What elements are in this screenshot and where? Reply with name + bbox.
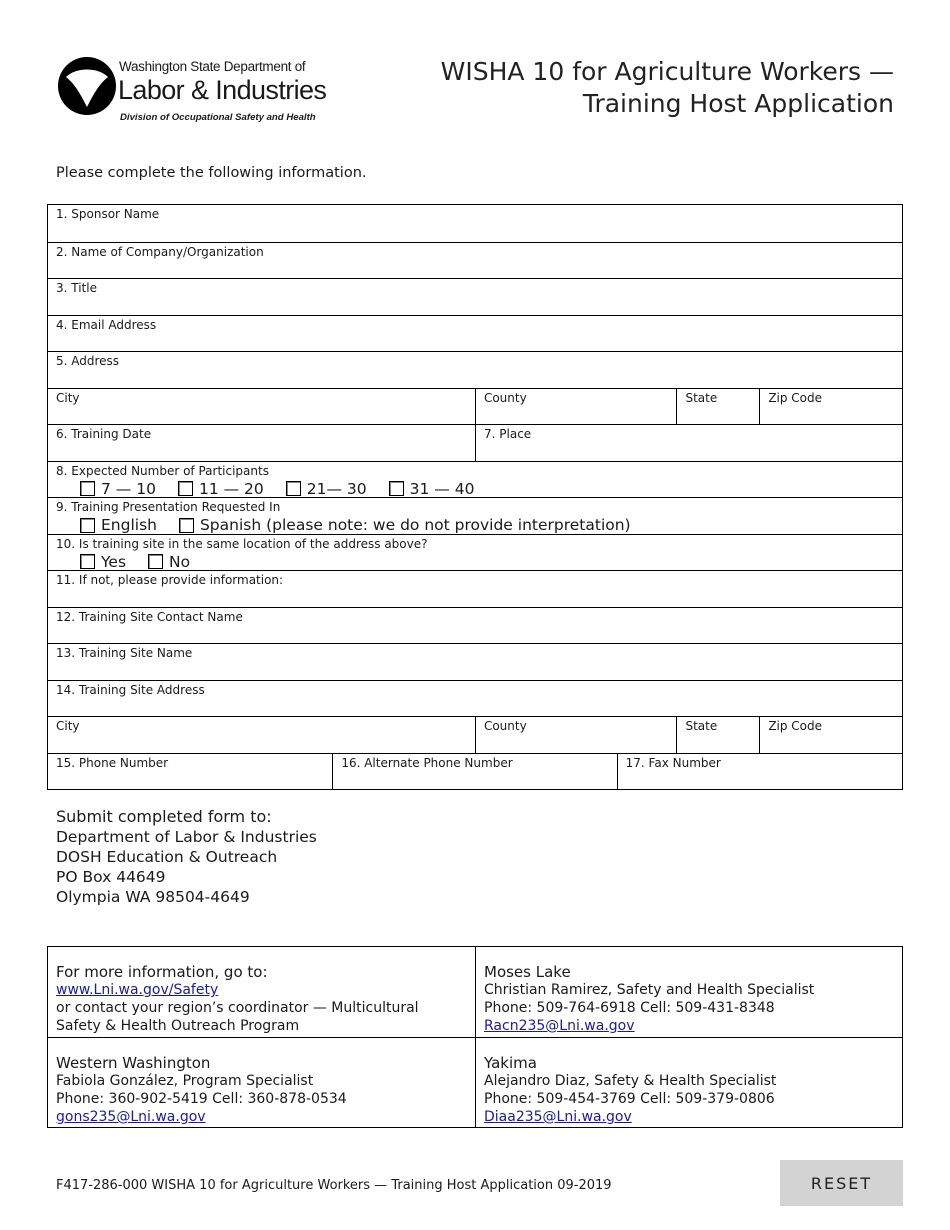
same-location-group [48,535,902,571]
if-not-field[interactable] [48,571,902,607]
zip-field[interactable] [759,389,902,425]
place-field[interactable] [475,425,902,461]
same-location-option[interactable]: No [148,553,190,571]
presentation-option[interactable]: English [80,516,157,534]
title-field[interactable] [48,279,902,315]
submit-line: PO Box 44649 [56,868,166,886]
form-row [48,680,902,717]
county-field[interactable] [475,389,677,425]
submit-line: Department of Labor & Industries [56,828,317,846]
submit-address [56,807,317,907]
company-field[interactable] [48,243,902,279]
field-label: State [685,719,718,733]
site-county-field[interactable] [475,717,677,753]
site-address-field[interactable] [48,681,902,717]
site-city-field[interactable] [48,717,475,753]
field-label: 3. Title [56,281,97,295]
lni-logo-icon [56,55,118,117]
yakima-cell [475,1038,902,1127]
site-zip-field[interactable] [759,717,902,753]
site-name-field[interactable] [48,644,902,680]
field-label: 9. Training Presentation Requested In [56,500,281,514]
contact-email-link[interactable]: gons235@Lni.wa.gov [56,1109,206,1125]
intro-text: Please complete the following information. [56,165,367,181]
field-label: 5. Address [56,354,120,368]
form-row [48,461,902,498]
contact-email-link[interactable]: Racn235@Lni.wa.gov [484,1018,635,1034]
field-label: 15. Phone Number [56,755,169,770]
presentation-group [48,498,902,534]
form-row [48,424,902,461]
title-line-1: WISHA 10 for Agriculture Workers — [440,57,894,86]
email-field[interactable] [48,316,902,352]
region-name: Moses Lake [484,963,571,981]
state-field[interactable] [676,389,759,425]
contacts-row [48,1037,902,1127]
checkbox[interactable] [178,481,193,496]
field-label: 2. Name of Company/Organization [56,244,264,259]
form-row [48,643,902,680]
contact-phone: Phone: 360-902-5419 Cell: 360-878-0534 [56,1091,347,1107]
field-label: 11. If not, please provide information: [56,573,284,587]
checkbox[interactable] [286,481,301,496]
agency-logo [56,55,327,125]
field-label: 4. Email Address [56,317,157,332]
form-row [48,205,902,242]
region-name: Yakima [484,1054,537,1072]
contact-person: Alejandro Diaz, Safety & Health Specialist [484,1073,777,1089]
address-field[interactable] [48,352,902,388]
contact-phone: Phone: 509-454-3769 Cell: 509-379-0806 [484,1091,775,1107]
field-label: 10. Is training site in the same location of the address above? [56,536,428,551]
field-label: State [685,390,718,405]
submit-heading: Submit completed form to: [56,807,272,826]
fax-field[interactable] [617,754,902,790]
checkbox[interactable] [179,518,194,533]
alt-phone-field[interactable] [332,754,616,790]
field-label: Zip Code [768,390,823,405]
site-contact-field[interactable] [48,608,902,644]
form-row [48,388,902,425]
field-label: 1. Sponsor Name [56,207,160,221]
field-label: City [56,719,80,733]
form-row [48,534,902,571]
field-label: 6. Training Date [56,427,152,441]
field-label: 16. Alternate Phone Number [341,755,513,770]
form-row [48,315,902,352]
field-label: County [483,719,527,733]
participants-option[interactable]: 21— 30 [286,480,367,498]
form-row [48,570,902,607]
participants-option[interactable]: 11 — 20 [178,480,264,498]
safety-link[interactable]: www.Lni.wa.gov/Safety [56,982,219,998]
title-line-2: Training Host Application [582,89,894,118]
field-label: 14. Training Site Address [56,682,205,697]
field-label: 7. Place [484,427,532,441]
phone-field[interactable] [48,754,332,790]
same-location-option[interactable]: Yes [80,553,126,571]
form-row [48,607,902,644]
field-label: 8. Expected Number of Participants [56,463,269,478]
form-row [48,716,902,753]
contact-person: Christian Ramirez, Safety and Health Specialist [484,982,815,998]
logo-line-3: Division of Occupational Safety and Health [120,112,316,123]
checkbox[interactable] [148,554,163,569]
presentation-option[interactable]: Spanish (please note: we do not provide interpretation) [179,516,631,534]
participants-option[interactable]: 31 — 40 [389,480,475,498]
form-row [48,351,902,388]
city-field[interactable] [48,389,475,425]
form-row [48,753,902,790]
logo-line-2: Labor & Industries [118,75,327,105]
region-name: Western Washington [56,1054,211,1072]
page-title [441,56,894,120]
contacts-table [47,946,903,1128]
contact-person: Fabiola González, Program Specialist [56,1073,314,1089]
more-info-text: or contact your region’s coordinator — Multicultural Safety & Health Outreach Program [56,1000,419,1034]
checkbox[interactable] [80,518,95,533]
form-row [48,497,902,534]
field-label: 13. Training Site Name [56,646,193,660]
form-row [48,278,902,315]
checkbox[interactable] [80,481,95,496]
more-info-heading: For more information, go to: [56,963,268,981]
checkbox[interactable] [80,554,95,569]
participants-group [48,462,902,498]
training-date-field[interactable] [48,425,475,461]
contacts-row [48,947,902,1037]
form-row [48,242,902,279]
western-washington-cell [48,1038,475,1127]
submit-line: Olympia WA 98504-4649 [56,888,250,906]
more-info-cell [48,947,475,1037]
submit-line: DOSH Education & Outreach [56,848,278,866]
field-label: 17. Fax Number [625,755,721,770]
participants-option[interactable]: 7 — 10 [80,480,156,498]
sponsor-name-field[interactable] [48,205,902,242]
moses-lake-cell [475,947,902,1037]
application-form [47,204,903,790]
site-state-field[interactable] [676,717,759,753]
reset-button[interactable]: RESET [780,1160,903,1206]
logo-line-1: Washington State Department of [119,59,306,74]
field-label: Zip Code [768,719,823,733]
field-label: City [56,390,80,405]
contact-email-link[interactable]: Diaa235@Lni.wa.gov [484,1109,632,1125]
field-label: 12. Training Site Contact Name [56,609,243,624]
field-label: County [483,390,527,405]
checkbox[interactable] [389,481,404,496]
form-footer: F417-286-000 WISHA 10 for Agriculture Workers — Training Host Application 09-2019 [56,1178,612,1193]
contact-phone: Phone: 509-764-6918 Cell: 509-431-8348 [484,1000,775,1016]
